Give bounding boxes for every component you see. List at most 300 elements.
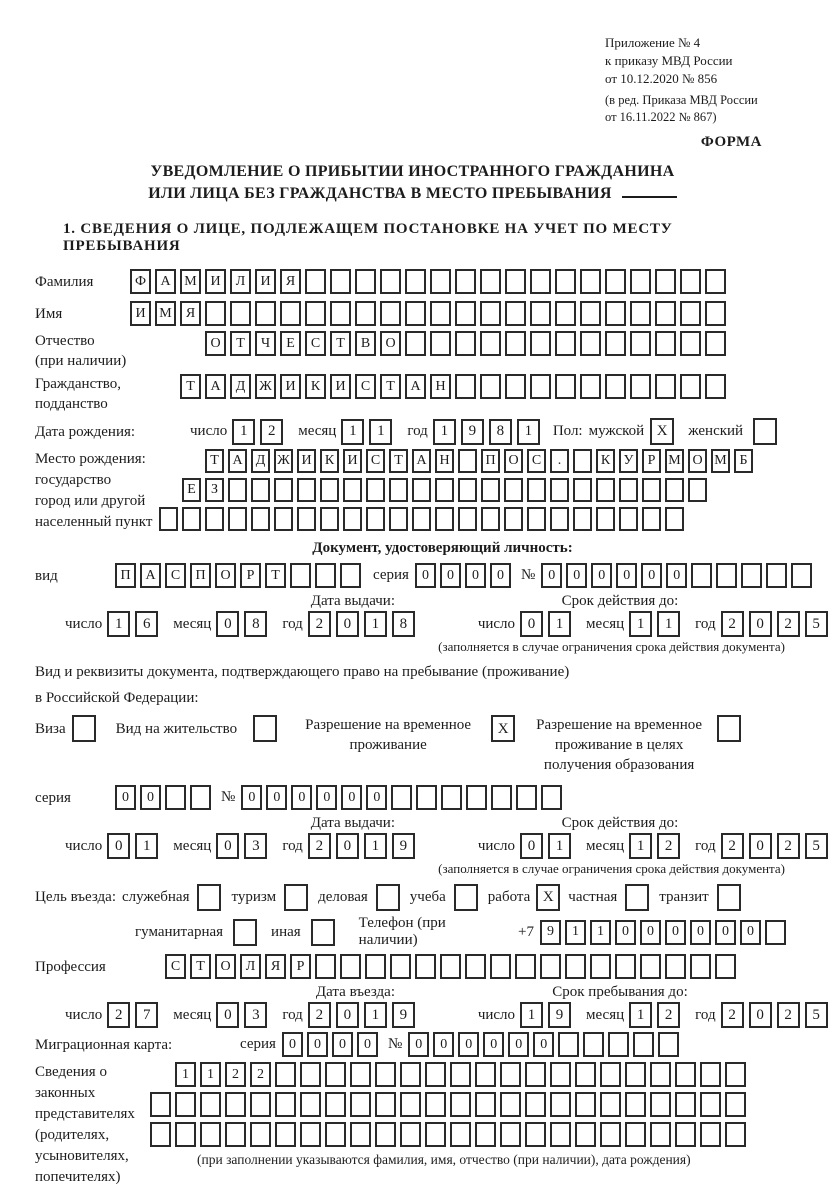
char-cell (400, 1062, 421, 1087)
title-blank-line (622, 184, 677, 198)
char-cell: М (180, 269, 201, 294)
char-cell: И (330, 374, 351, 399)
option-temp-residence-edu-checkbox (717, 715, 741, 742)
char-cell (700, 1122, 721, 1147)
char-cell: 1 (107, 611, 130, 637)
char-cell (590, 954, 611, 979)
char-cell (675, 1122, 696, 1147)
char-cell: 0 (140, 785, 161, 810)
char-cell (455, 331, 476, 356)
char-cell (391, 785, 412, 810)
form-label: ФОРМА (700, 134, 762, 150)
char-cell (658, 1032, 679, 1057)
char-cell (573, 449, 592, 473)
char-cell: Н (435, 449, 454, 473)
char-cell (305, 269, 326, 294)
char-cell (580, 374, 601, 399)
expiry-year-cells (721, 611, 833, 637)
char-cell (480, 301, 501, 326)
char-cell (416, 785, 437, 810)
purpose-private-checkbox (625, 884, 649, 911)
birth-place-label-city1: город или другой (35, 493, 146, 509)
option-temp-residence-edu-label: Разрешение на временное проживание в целях получения образования (536, 717, 703, 773)
char-cell (515, 954, 536, 979)
form-title (35, 161, 790, 205)
char-cell (725, 1122, 746, 1147)
char-cell: 9 (548, 1002, 571, 1028)
char-cell: 0 (520, 833, 543, 859)
char-cell: А (205, 374, 226, 399)
char-cell: 2 (308, 833, 331, 859)
issue-year-cells (308, 611, 420, 637)
char-cell (500, 1062, 521, 1087)
char-cell: 0 (307, 1032, 328, 1057)
birth-place-label: Место рождения: (35, 451, 146, 467)
char-cell (481, 507, 500, 531)
char-cell (350, 1122, 371, 1147)
char-cell (274, 478, 293, 502)
migration-card-row (35, 1030, 790, 1059)
char-cell: Т (230, 331, 251, 356)
char-cell: О (504, 449, 523, 473)
residence-doc-number-cells (241, 785, 566, 810)
given-name-label: Имя (35, 305, 63, 322)
char-cell (741, 563, 762, 588)
char-cell (580, 301, 601, 326)
birth-place-label-state: государство (35, 472, 112, 488)
char-cell (190, 785, 211, 810)
char-cell: С (527, 449, 546, 473)
purpose-official-checkbox (197, 884, 221, 911)
annex-line: к приказу МВД России (605, 53, 733, 68)
char-cell: И (205, 269, 226, 294)
char-cell (325, 1092, 346, 1117)
char-cell (320, 507, 339, 531)
char-cell: 2 (225, 1062, 246, 1087)
char-cell: Т (205, 449, 224, 473)
char-cell (350, 1062, 371, 1087)
phone-label: Телефон (при наличии) (358, 915, 446, 948)
char-cell: О (688, 449, 707, 473)
char-cell (655, 374, 676, 399)
purpose-study-label: учеба (409, 889, 446, 905)
char-cell (430, 301, 451, 326)
char-cell (425, 1122, 446, 1147)
purpose-humanitarian-label: гуманитарная (135, 923, 224, 940)
char-cell (680, 301, 701, 326)
char-cell: О (215, 563, 236, 588)
char-cell (680, 374, 701, 399)
char-cell (225, 1122, 246, 1147)
patronymic-cells (205, 331, 730, 356)
birth-place-cells-row2 (182, 478, 711, 502)
char-cell (290, 563, 311, 588)
char-cell (705, 374, 726, 399)
char-cell: 7 (135, 1002, 158, 1028)
char-cell (274, 507, 293, 531)
char-cell: 0 (433, 1032, 454, 1057)
representatives-label-6: попечителях) (35, 1169, 121, 1185)
char-cell: Ж (255, 374, 276, 399)
entry-date-label: Дата въезда: (315, 984, 395, 1000)
char-cell (640, 954, 661, 979)
char-cell (642, 507, 661, 531)
char-cell: 0 (465, 563, 486, 588)
birth-date-label: Дата рождения: (35, 423, 136, 440)
option-visa-checkbox (72, 715, 96, 742)
char-cell (412, 507, 431, 531)
char-cell (608, 1032, 629, 1057)
char-cell (465, 954, 486, 979)
char-cell: 3 (244, 833, 267, 859)
char-cell: 2 (308, 1002, 331, 1028)
char-cell (325, 1062, 346, 1087)
char-cell (475, 1092, 496, 1117)
char-cell (425, 1092, 446, 1117)
char-cell (705, 331, 726, 356)
char-cell (415, 954, 436, 979)
migration-card-series-label: серия (240, 1036, 276, 1052)
char-cell (558, 1032, 579, 1057)
citizenship-cells (180, 374, 730, 399)
char-cell: П (115, 563, 136, 588)
char-cell (225, 1092, 246, 1117)
char-cell: Р (290, 954, 311, 979)
char-cell (573, 478, 592, 502)
char-cell (655, 301, 676, 326)
char-cell (425, 1062, 446, 1087)
gender-female-checkbox (753, 418, 777, 445)
char-cell (505, 269, 526, 294)
char-cell (300, 1092, 321, 1117)
char-cell (200, 1092, 221, 1117)
residence-doc-date-labels (35, 815, 790, 832)
char-cell (555, 269, 576, 294)
char-cell (555, 331, 576, 356)
char-cell (605, 331, 626, 356)
char-cell: 0 (341, 785, 362, 810)
char-cell: 0 (316, 785, 337, 810)
identity-doc-note: (заполняется в случае ограничения срока действия документа) (438, 639, 785, 654)
representatives-label-5: усыновителях, (35, 1148, 129, 1164)
char-cell (455, 374, 476, 399)
char-cell (650, 1062, 671, 1087)
char-cell (625, 1122, 646, 1147)
res-issue-year-cells (308, 833, 420, 859)
char-cell (315, 563, 336, 588)
residence-doc-series-label: серия (35, 789, 71, 806)
residence-doc-intro2: в Российской Федерации: (35, 690, 199, 706)
char-cell: О (380, 331, 401, 356)
year-label: год (695, 837, 716, 854)
char-cell (375, 1062, 396, 1087)
year-label: год (407, 423, 428, 439)
char-cell (580, 331, 601, 356)
char-cell: Н (430, 374, 451, 399)
residence-doc-intro1: Вид и реквизиты документа, подтверждающего право на пребывание (проживание) (35, 664, 570, 680)
stay-month-cells (629, 1002, 685, 1028)
char-cell (665, 507, 684, 531)
char-cell (700, 1062, 721, 1087)
entry-dates (65, 1002, 820, 1028)
identity-doc-kind-label: вид (35, 567, 58, 584)
char-cell: 0 (336, 611, 359, 637)
char-cell (575, 1062, 596, 1087)
migration-card-label: Миграционная карта: (35, 1036, 173, 1053)
char-cell (343, 507, 362, 531)
char-cell (150, 1122, 171, 1147)
char-cell: А (140, 563, 161, 588)
char-cell (250, 1122, 271, 1147)
char-cell: А (155, 269, 176, 294)
purpose-business-label: деловая (318, 889, 368, 905)
char-cell (490, 954, 511, 979)
char-cell (230, 301, 251, 326)
char-cell (555, 301, 576, 326)
char-cell (655, 331, 676, 356)
entry-year-cells (308, 1002, 420, 1028)
char-cell (297, 507, 316, 531)
char-cell (527, 507, 546, 531)
annex-line: от 10.12.2020 № 856 (605, 71, 718, 86)
char-cell (765, 920, 786, 945)
phone-prefix: +7 (518, 923, 534, 940)
char-cell: И (130, 301, 151, 326)
char-cell: И (343, 449, 362, 473)
identity-doc-row (35, 561, 790, 590)
char-cell (680, 269, 701, 294)
option-residence-permit-label: Вид на жительство (115, 721, 238, 737)
char-cell: 1 (364, 611, 387, 637)
char-cell (450, 1122, 471, 1147)
char-cell: 0 (533, 1032, 554, 1057)
month-label: месяц (586, 1006, 625, 1023)
char-cell (500, 1092, 521, 1117)
residence-doc-issue-date (65, 833, 420, 859)
char-cell: К (305, 374, 326, 399)
char-cell (200, 1122, 221, 1147)
char-cell: 0 (640, 920, 661, 945)
char-cell: Т (180, 374, 201, 399)
char-cell (505, 331, 526, 356)
char-cell (405, 331, 426, 356)
char-cell: Ч (255, 331, 276, 356)
gender-female-label: женский (688, 423, 744, 439)
option-temp-residence-checkbox: X (491, 715, 515, 742)
char-cell: Я (265, 954, 286, 979)
option-temp-residence-label: Разрешение на временное проживание (305, 717, 472, 753)
char-cell (525, 1062, 546, 1087)
char-cell: 0 (591, 563, 612, 588)
char-cell (481, 478, 500, 502)
char-cell (675, 1062, 696, 1087)
char-cell (325, 1122, 346, 1147)
option-visa-label: Виза (35, 721, 66, 737)
char-cell: 0 (458, 1032, 479, 1057)
char-cell: 8 (392, 611, 415, 637)
char-cell: 1 (517, 419, 540, 445)
day-label: число (477, 837, 516, 854)
char-cell: С (305, 331, 326, 356)
char-cell: 5 (805, 1002, 828, 1028)
char-cell: 2 (260, 419, 283, 445)
day-label: число (65, 837, 103, 854)
char-cell (430, 331, 451, 356)
char-cell: 2 (657, 833, 680, 859)
char-cell: 1 (548, 611, 571, 637)
char-cell: К (320, 449, 339, 473)
representatives-cells-row3 (150, 1122, 750, 1147)
birth-place-cells-row3 (159, 507, 688, 531)
char-cell: 0 (115, 785, 136, 810)
char-cell: 0 (665, 920, 686, 945)
char-cell (505, 374, 526, 399)
char-cell (573, 507, 592, 531)
char-cell: В (355, 331, 376, 356)
entry-day-cells (107, 1002, 163, 1028)
day-label: число (190, 423, 228, 439)
purpose-tourism-checkbox (284, 884, 308, 911)
given-name-cells (130, 301, 730, 326)
char-cell (390, 954, 411, 979)
char-cell: 1 (341, 419, 364, 445)
char-cell: 3 (244, 1002, 267, 1028)
char-cell (530, 374, 551, 399)
char-cell (705, 269, 726, 294)
expiry-month-cells (629, 611, 685, 637)
char-cell (366, 478, 385, 502)
char-cell (690, 954, 711, 979)
char-cell: 0 (740, 920, 761, 945)
purpose-official-label: служебная (121, 889, 190, 905)
entry-date-labels (35, 984, 790, 1001)
char-cell (675, 1092, 696, 1117)
char-cell: 1 (364, 833, 387, 859)
char-cell (600, 1122, 621, 1147)
char-cell: 2 (107, 1002, 130, 1028)
entry-purpose-label: Цель въезда: (35, 889, 116, 905)
char-cell: Л (240, 954, 261, 979)
residence-doc-options (35, 715, 790, 775)
char-cell: 1 (364, 1002, 387, 1028)
char-cell: З (205, 478, 224, 502)
purpose-work-checkbox: X (536, 884, 560, 911)
char-cell (619, 478, 638, 502)
char-cell (583, 1032, 604, 1057)
char-cell: 0 (408, 1032, 429, 1057)
char-cell: Б (734, 449, 753, 473)
birth-date-row (35, 417, 790, 446)
char-cell (505, 301, 526, 326)
identity-doc-number-label: № (520, 567, 536, 583)
char-cell (375, 1092, 396, 1117)
residence-doc-series-cells (115, 785, 215, 810)
char-cell (315, 954, 336, 979)
residence-doc-number-label: № (221, 789, 236, 805)
identity-doc-series-cells (415, 563, 515, 588)
char-cell (541, 785, 562, 810)
char-cell (175, 1122, 196, 1147)
issue-day-cells (107, 611, 163, 637)
char-cell: 1 (629, 1002, 652, 1028)
char-cell: 1 (629, 833, 652, 859)
char-cell: 0 (666, 563, 687, 588)
char-cell: 1 (629, 611, 652, 637)
char-cell: О (215, 954, 236, 979)
char-cell (605, 301, 626, 326)
char-cell: 2 (657, 1002, 680, 1028)
char-cell (625, 1092, 646, 1117)
char-cell (389, 478, 408, 502)
char-cell: 0 (266, 785, 287, 810)
char-cell (504, 478, 523, 502)
char-cell (550, 1062, 571, 1087)
birth-year-cells (433, 419, 545, 445)
char-cell (435, 478, 454, 502)
char-cell (630, 301, 651, 326)
char-cell (355, 269, 376, 294)
citizenship-row (35, 374, 790, 414)
char-cell (400, 1092, 421, 1117)
char-cell: 0 (615, 920, 636, 945)
char-cell (540, 954, 561, 979)
char-cell: 0 (241, 785, 262, 810)
char-cell (389, 507, 408, 531)
char-cell: А (412, 449, 431, 473)
char-cell: 9 (461, 419, 484, 445)
year-label: год (695, 1006, 716, 1023)
day-label: число (65, 615, 103, 632)
migration-card-number-cells (408, 1032, 683, 1057)
surname-row (35, 267, 790, 296)
char-cell: 1 (548, 833, 571, 859)
char-cell (250, 1092, 271, 1117)
char-cell (175, 1092, 196, 1117)
identity-doc-series-label: серия (373, 567, 409, 583)
char-cell (450, 1062, 471, 1087)
char-cell: 0 (282, 1032, 303, 1057)
char-cell (251, 507, 270, 531)
purpose-transit-checkbox (717, 884, 741, 911)
char-cell: 0 (216, 833, 239, 859)
char-cell: К (596, 449, 615, 473)
char-cell (466, 785, 487, 810)
gender-male-checkbox: X (650, 418, 674, 445)
char-cell: 1 (657, 611, 680, 637)
purpose-other-checkbox (311, 919, 335, 946)
citizenship-label2: подданство (35, 396, 108, 412)
char-cell (555, 374, 576, 399)
char-cell (228, 507, 247, 531)
char-cell: 0 (357, 1032, 378, 1057)
char-cell: 8 (489, 419, 512, 445)
char-cell (665, 478, 684, 502)
char-cell (205, 507, 224, 531)
char-cell (625, 1062, 646, 1087)
char-cell: И (297, 449, 316, 473)
char-cell (633, 1032, 654, 1057)
res-issue-month-cells (216, 833, 272, 859)
char-cell (412, 478, 431, 502)
char-cell (619, 507, 638, 531)
patronymic-label-note: (при наличии) (35, 353, 127, 369)
representatives-label-4: (родителях, (35, 1127, 110, 1143)
char-cell: П (190, 563, 211, 588)
char-cell: 0 (490, 563, 511, 588)
day-label: число (477, 615, 516, 632)
representatives-block (35, 1062, 790, 1188)
char-cell (458, 507, 477, 531)
